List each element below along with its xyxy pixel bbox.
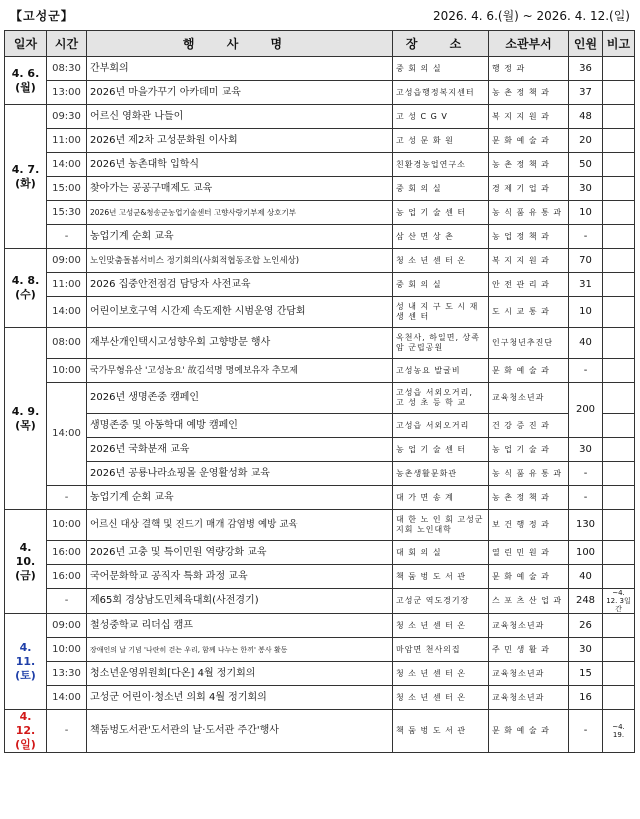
place-cell: 청 소 년 센 터 온 xyxy=(393,614,489,638)
count-cell: 50 xyxy=(569,153,603,177)
event-cell: 재부산개인택시고성향우회 고향방문 행사 xyxy=(87,328,393,359)
dept-cell: 교육청소년과 xyxy=(489,614,569,638)
note-cell xyxy=(603,225,635,249)
time-cell: 13:00 xyxy=(47,81,87,105)
count-cell: 16 xyxy=(569,686,603,710)
time-cell: 13:30 xyxy=(47,662,87,686)
event-cell: 2026년 생명존중 캠페인 xyxy=(87,383,393,414)
note-cell xyxy=(603,510,635,541)
count-cell: 30 xyxy=(569,438,603,462)
dept-cell: 교육청소년과 xyxy=(489,686,569,710)
dept-cell: 행 정 과 xyxy=(489,57,569,81)
event-cell: 청소년운영위원회[다온] 4월 정기회의 xyxy=(87,662,393,686)
dept-cell: 농 촌 정 책 과 xyxy=(489,486,569,510)
col-note: 비고 xyxy=(603,31,635,57)
place-cell: 책 둠 벙 도 서 관 xyxy=(393,710,489,753)
count-cell: 36 xyxy=(569,57,603,81)
event-cell: 생명존중 및 아동학대 예방 캠페인 xyxy=(87,414,393,438)
note-cell xyxy=(603,129,635,153)
count-cell: 130 xyxy=(569,510,603,541)
time-cell: 14:00 xyxy=(47,383,87,486)
event-cell: 2026년 공룡나라쇼핑몰 운영활성화 교육 xyxy=(87,462,393,486)
note-cell xyxy=(603,328,635,359)
note-cell xyxy=(603,541,635,565)
dept-cell: 인구청년추진단 xyxy=(489,328,569,359)
note-cell xyxy=(603,177,635,201)
place-cell: 중 회 의 실 xyxy=(393,273,489,297)
note-cell xyxy=(603,438,635,462)
table-row xyxy=(5,129,635,153)
note-cell xyxy=(603,565,635,589)
table-row xyxy=(5,589,635,614)
dept-cell: 교육청소년과 xyxy=(489,383,569,414)
event-cell: 농업기계 순회 교육 xyxy=(87,225,393,249)
table-row xyxy=(5,201,635,225)
event-cell: 간부회의 xyxy=(87,57,393,81)
count-cell: 200 xyxy=(569,383,603,438)
place-cell: 친환경농업연구소 xyxy=(393,153,489,177)
event-cell: 제65회 경상남도민체육대회(사전경기) xyxy=(87,589,393,614)
dept-cell: 문 화 예 술 과 xyxy=(489,565,569,589)
time-cell: 15:00 xyxy=(47,177,87,201)
note-cell xyxy=(603,273,635,297)
place-cell: 옥천사, 하일면, 상족암 군립공원 xyxy=(393,328,489,359)
event-cell: 장애인의 날 기념 '나란히 걷는 우리, 함께 나누는 한끼' 봉사 활동 xyxy=(87,638,393,662)
dept-cell: 건 강 증 진 과 xyxy=(489,414,569,438)
table-row xyxy=(5,249,635,273)
place-cell: 대 회 의 실 xyxy=(393,541,489,565)
table-row xyxy=(5,383,635,414)
table-row xyxy=(5,462,635,486)
note-cell xyxy=(603,383,635,414)
dept-cell: 주 민 생 활 과 xyxy=(489,638,569,662)
dept-cell: 도 시 교 통 과 xyxy=(489,297,569,328)
day-cell: 4. 6. (월) xyxy=(5,57,47,105)
time-cell: 09:00 xyxy=(47,614,87,638)
note-cell: ~4. 19. xyxy=(603,710,635,753)
count-cell: 31 xyxy=(569,273,603,297)
table-row xyxy=(5,638,635,662)
col-event: 행 사 명 xyxy=(87,31,393,57)
time-cell: 14:00 xyxy=(47,297,87,328)
time-cell: - xyxy=(47,225,87,249)
col-time: 시간 xyxy=(47,31,87,57)
place-cell: 마암면 천사의집 xyxy=(393,638,489,662)
dept-cell: 교육청소년과 xyxy=(489,662,569,686)
note-cell xyxy=(603,153,635,177)
table-row xyxy=(5,225,635,249)
header-row xyxy=(5,31,635,57)
place-cell: 고성군 역도경기장 xyxy=(393,589,489,614)
event-cell: 국가무형유산 '고성농요' 故김석명 명예보유자 추모제 xyxy=(87,359,393,383)
note-cell xyxy=(603,105,635,129)
event-cell: 어르신 영화관 나들이 xyxy=(87,105,393,129)
day-cell: 4. 7. (화) xyxy=(5,105,47,249)
note-cell xyxy=(603,57,635,81)
event-cell: 2026 집중안전점검 담당자 사전교육 xyxy=(87,273,393,297)
time-cell: 10:00 xyxy=(47,638,87,662)
note-cell xyxy=(603,249,635,273)
table-row xyxy=(5,686,635,710)
dept-cell: 농 업 정 책 과 xyxy=(489,225,569,249)
place-cell: 대 가 면 송 계 xyxy=(393,486,489,510)
day-cell: 4. 10. (금) xyxy=(5,510,47,614)
place-cell: 성 내 지 구 도 시 재 생 센 터 xyxy=(393,297,489,328)
note-cell xyxy=(603,81,635,105)
time-cell: - xyxy=(47,710,87,753)
table-row xyxy=(5,297,635,328)
time-cell: - xyxy=(47,589,87,614)
event-cell: 농업기계 순회 교육 xyxy=(87,486,393,510)
count-cell: 30 xyxy=(569,638,603,662)
note-cell xyxy=(603,462,635,486)
table-row xyxy=(5,565,635,589)
dept-cell: 경 제 기 업 과 xyxy=(489,177,569,201)
time-cell: 08:00 xyxy=(47,328,87,359)
count-cell: 248 xyxy=(569,589,603,614)
count-cell: 10 xyxy=(569,201,603,225)
place-cell: 청 소 년 센 터 온 xyxy=(393,686,489,710)
table-row xyxy=(5,105,635,129)
count-cell: 30 xyxy=(569,177,603,201)
table-row xyxy=(5,510,635,541)
col-dept: 소관부서 xyxy=(489,31,569,57)
note-cell xyxy=(603,297,635,328)
event-cell: 2026년 마을가꾸기 아카데미 교육 xyxy=(87,81,393,105)
note-cell xyxy=(603,662,635,686)
place-cell: 고성읍행정복지센터 xyxy=(393,81,489,105)
time-cell: 09:00 xyxy=(47,249,87,273)
col-count: 인원 xyxy=(569,31,603,57)
place-cell: 삼 산 면 상 촌 xyxy=(393,225,489,249)
count-cell: 48 xyxy=(569,105,603,129)
place-cell: 고 성 문 화 원 xyxy=(393,129,489,153)
col-date: 일자 xyxy=(5,31,47,57)
table-row xyxy=(5,541,635,565)
table-row xyxy=(5,662,635,686)
count-cell: - xyxy=(569,225,603,249)
place-cell: 농 업 기 술 센 터 xyxy=(393,201,489,225)
event-cell: 철성중학교 리더십 캠프 xyxy=(87,614,393,638)
place-cell: 청 소 년 센 터 온 xyxy=(393,662,489,686)
table-row xyxy=(5,273,635,297)
place-cell: 대 한 노 인 회 고성군지회 노인대학 xyxy=(393,510,489,541)
time-cell: - xyxy=(47,486,87,510)
count-cell: 10 xyxy=(569,297,603,328)
count-cell: - xyxy=(569,486,603,510)
count-cell: - xyxy=(569,462,603,486)
note-cell xyxy=(603,359,635,383)
place-cell: 중 회 의 실 xyxy=(393,177,489,201)
count-cell: - xyxy=(569,710,603,753)
event-cell: 2026년 제2차 고성문화원 이사회 xyxy=(87,129,393,153)
place-cell: 농 업 기 술 센 터 xyxy=(393,438,489,462)
event-cell: 2026년 국화분재 교육 xyxy=(87,438,393,462)
dept-cell: 농 업 기 술 과 xyxy=(489,438,569,462)
dept-cell: 복 지 지 원 과 xyxy=(489,105,569,129)
col-place: 장 소 xyxy=(393,31,489,57)
place-cell: 고성읍 서외오거리 xyxy=(393,414,489,438)
table-row xyxy=(5,414,635,438)
event-cell: 2026년 고충 및 특이민원 역량강화 교육 xyxy=(87,541,393,565)
table-row xyxy=(5,614,635,638)
time-cell: 14:00 xyxy=(47,153,87,177)
dept-cell: 문 화 예 술 과 xyxy=(489,359,569,383)
time-cell: 11:00 xyxy=(47,273,87,297)
table-row xyxy=(5,57,635,81)
time-cell: 08:30 xyxy=(47,57,87,81)
dept-cell: 보 건 행 정 과 xyxy=(489,510,569,541)
place-cell: 청 소 년 센 터 온 xyxy=(393,249,489,273)
event-cell: 찾아가는 공공구매제도 교육 xyxy=(87,177,393,201)
table-row xyxy=(5,328,635,359)
place-cell: 고성읍 서외오거리, 고 성 초 등 학 교 xyxy=(393,383,489,414)
table-row xyxy=(5,710,635,753)
day-cell: 4. 11. (토) xyxy=(5,614,47,710)
time-cell: 15:30 xyxy=(47,201,87,225)
day-cell: 4. 8. (수) xyxy=(5,249,47,328)
time-cell: 09:30 xyxy=(47,105,87,129)
place-cell: 고성농요 발굴비 xyxy=(393,359,489,383)
event-cell: 어르신 대상 결핵 및 진드기 매개 감염병 예방 교육 xyxy=(87,510,393,541)
note-cell xyxy=(603,686,635,710)
count-cell: 26 xyxy=(569,614,603,638)
count-cell: 40 xyxy=(569,328,603,359)
schedule-table xyxy=(4,30,635,753)
place-cell: 중 회 의 실 xyxy=(393,57,489,81)
count-cell: 100 xyxy=(569,541,603,565)
event-cell: 2026년 고성군&청송군농업기술센터 고향사랑기부제 상호기부 xyxy=(87,201,393,225)
table-row xyxy=(5,153,635,177)
place-cell: 농촌생활문화관 xyxy=(393,462,489,486)
time-cell: 14:00 xyxy=(47,686,87,710)
time-cell: 16:00 xyxy=(47,541,87,565)
note-cell xyxy=(603,414,635,438)
dept-cell: 농 식 품 유 통 과 xyxy=(489,462,569,486)
event-cell: 고성군 어린이·청소년 의회 4월 정기회의 xyxy=(87,686,393,710)
event-cell: 국어문화학교 공직자 특화 과정 교육 xyxy=(87,565,393,589)
time-cell: 10:00 xyxy=(47,359,87,383)
note-cell xyxy=(603,614,635,638)
table-row xyxy=(5,486,635,510)
time-cell: 11:00 xyxy=(47,129,87,153)
dept-cell: 농 촌 정 책 과 xyxy=(489,153,569,177)
dept-cell: 농 식 품 유 통 과 xyxy=(489,201,569,225)
organization-title: 【고성군】 xyxy=(10,9,74,23)
table-row xyxy=(5,438,635,462)
event-cell: 어린이보호구역 시간제 속도제한 시범운영 간담회 xyxy=(87,297,393,328)
count-cell: 15 xyxy=(569,662,603,686)
day-cell: 4. 9. (목) xyxy=(5,328,47,510)
place-cell: 고 성 C G V xyxy=(393,105,489,129)
time-cell: 16:00 xyxy=(47,565,87,589)
table-row xyxy=(5,81,635,105)
schedule-header xyxy=(0,0,640,28)
day-cell: 4. 12. (일) xyxy=(5,710,47,753)
count-cell: 70 xyxy=(569,249,603,273)
event-cell: 책둠벙도서관'도서관의 날·도서관 주간'행사 xyxy=(87,710,393,753)
note-cell: ~4. 12. 3일간 xyxy=(603,589,635,614)
table-row xyxy=(5,177,635,201)
place-cell: 책 둠 벙 도 서 관 xyxy=(393,565,489,589)
count-cell: 20 xyxy=(569,129,603,153)
dept-cell: 안 전 관 리 과 xyxy=(489,273,569,297)
dept-cell: 문 화 예 술 과 xyxy=(489,710,569,753)
event-cell: 노인맞춤돌봄서비스 정기회의(사회적협동조합 노인세상) xyxy=(87,249,393,273)
dept-cell: 열 린 민 원 과 xyxy=(489,541,569,565)
dept-cell: 문 화 예 술 과 xyxy=(489,129,569,153)
count-cell: 37 xyxy=(569,81,603,105)
event-cell: 2026년 농촌대학 입학식 xyxy=(87,153,393,177)
note-cell xyxy=(603,638,635,662)
dept-cell: 스 포 츠 산 업 과 xyxy=(489,589,569,614)
count-cell: - xyxy=(569,359,603,383)
note-cell xyxy=(603,486,635,510)
time-cell: 10:00 xyxy=(47,510,87,541)
count-cell: 40 xyxy=(569,565,603,589)
dept-cell: 복 지 지 원 과 xyxy=(489,249,569,273)
table-row xyxy=(5,359,635,383)
note-cell xyxy=(603,201,635,225)
dept-cell: 농 촌 정 책 과 xyxy=(489,81,569,105)
date-range: 2026. 4. 6.(월) ~ 2026. 4. 12.(일) xyxy=(433,9,630,23)
